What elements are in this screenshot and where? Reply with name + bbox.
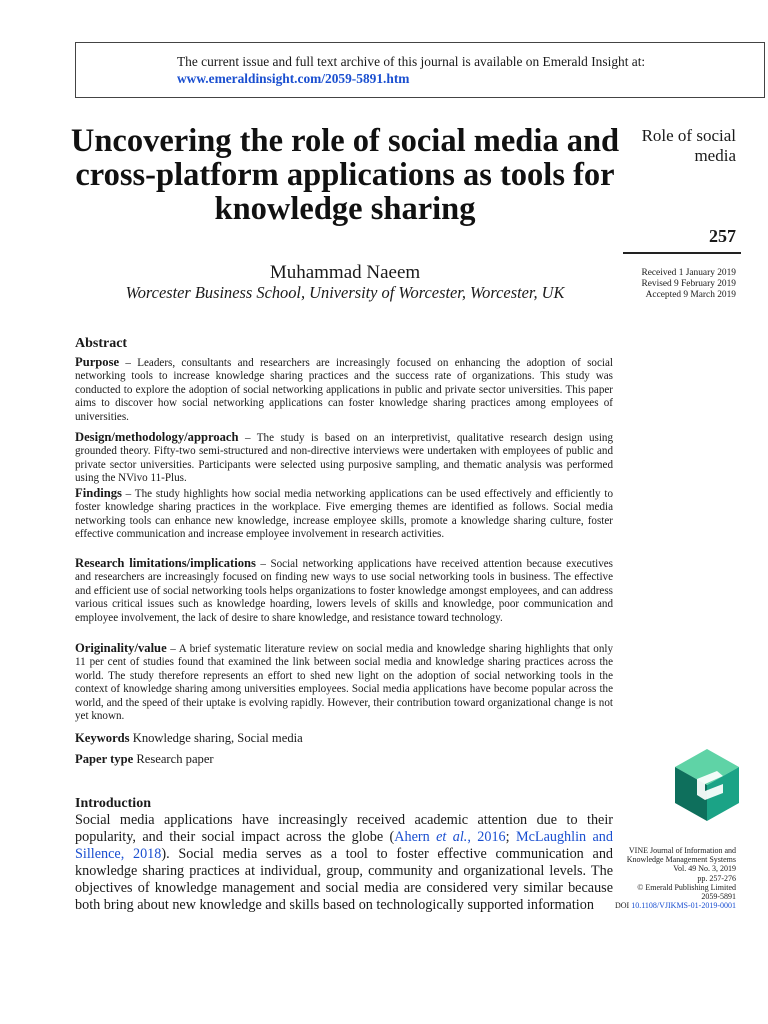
abstract-findings [75, 487, 613, 542]
emerald-logo-icon [675, 749, 739, 821]
citation-ahern-year: , 2016 [467, 828, 506, 845]
doi-label: DOI [614, 901, 632, 911]
journal-volume: Vol. 49 No. 3, 2019 [673, 864, 736, 874]
abstract-purpose [75, 356, 613, 424]
abstract-design [75, 431, 613, 486]
margin-divider [623, 252, 741, 254]
limitations-text: – Social networking applications have received attention because executives and researchers are increasingly focused on finding new ways to use social networking tools in business. The effective and efficient use of social networking tools helps organizations to foster knowledge amongst employees, and can address various critical issues such as knowledge hoarding, lowers levels of skills and knowledge, poor communication and employee involvement, the lack of desire to share knowledge, and resistance toward technology. [75, 558, 613, 624]
intro-text-2: ). Social media serves as a tool to foster effective communication and knowledge sharing practices at individual, group, community and organizational levels. The objectives of knowledge management and social media are considered very similar because both bring about new knowledge and skills based on technologically supported information [75, 845, 614, 913]
archive-notice-text: The current issue and full text archive of this journal is available on Emerald Insight at: [177, 54, 646, 69]
author-name: Muhammad Naeem [269, 262, 421, 283]
citation-ahern[interactable] [394, 829, 505, 845]
design-label: Design/methodology/approach [75, 430, 239, 444]
citation-mclaughlin[interactable]: McLaughlin and Sillence, 2018 [75, 828, 613, 862]
keywords-line [75, 731, 303, 746]
abstract-originality [75, 642, 613, 723]
archive-url-link[interactable]: www.emeraldinsight.com/2059-5891.htm [177, 71, 410, 86]
journal-pages: pp. 257-276 [697, 873, 736, 883]
journal-issn: 2059-5891 [701, 892, 736, 902]
paper-type-text: Research paper [136, 752, 214, 766]
received-dates [596, 268, 736, 302]
journal-doi-line [596, 901, 736, 910]
abstract-heading: Abstract [75, 336, 128, 351]
journal-copyright: © Emerald Publishing Limited [637, 882, 736, 892]
findings-text: – The study highlights how social media networking applications can be used effectively and efficiently to foster knowledge sharing practices in the workplace. Five emerging themes are identified as follows. Social media networking tools can enhance new knowledge, increase employee skills, promote a knowledge sharing culture, foster effective communication and increase employee involvement in research activities. [75, 488, 613, 541]
running-head: Role of social media [641, 126, 736, 165]
archive-notice-box [75, 42, 765, 98]
intro-text-1: Social media applications have increasingly received academic attention due to their popularity, and their social impact across the globe ( [75, 812, 613, 845]
originality-label: Originality/value [75, 641, 167, 655]
originality-text: – A brief systematic literature review on social media and knowledge sharing highlights that only 11 per cent of studies found that examined the link between social media and knowledge sharing practices across the world. The study therefore represents an effort to shed new light on the adoption of social networking tools in the context of knowledge sharing among universities employees. Social media applications have become popular across the world, and the speed of their uptake is evolving rapidly. However, their contribution toward organizational change is not yet known. [75, 643, 613, 723]
purpose-text: – Leaders, consultants and researchers are increasingly focused on enhancing the adoption of social networking tools to increase knowledge sharing practices and the success rate of organizations. This study was conducted to explore the adoption of social networking applications in public and private sector universities. This paper aims to discover how social networking applications can foster knowledge sharing practices among employees of universities. [75, 357, 613, 423]
paper-type-label: Paper type [75, 752, 134, 766]
introduction-heading: Introduction [75, 796, 151, 811]
received-date: Received 1 January 2019 [641, 268, 736, 278]
citation-ahern-etal: et al. [436, 828, 468, 845]
keywords-label: Keywords [75, 731, 130, 745]
keywords-text: Knowledge sharing, Social media [132, 731, 303, 745]
citation-ahern-name: Ahern [394, 828, 437, 845]
findings-label: Findings [75, 486, 122, 500]
page-number: 257 [709, 226, 736, 246]
introduction-body [75, 812, 613, 913]
journal-name: VINE Journal of Information and Knowledge Management Systems [626, 846, 736, 865]
citation-separator: ; [505, 828, 516, 845]
journal-info [596, 846, 736, 910]
design-text: – The study is based on an interpretivist, qualitative research design using grounded theory. Fifty-two semi-structured and non-directive interviews were undertaken with employees of public and private sector universities. Participants were selected using purposive sampling, and thematic analysis was performed using the NVivo 11-Plus. [75, 432, 613, 485]
article-title: Uncovering the role of social media and cross-platform applications as tools for knowledge sharing [70, 123, 620, 227]
paper-type-line [75, 752, 214, 767]
limitations-label: Research limitations/implications [75, 556, 256, 570]
purpose-label: Purpose [75, 355, 120, 369]
abstract-limitations [75, 557, 613, 625]
revised-date: Revised 9 February 2019 [641, 279, 736, 290]
author-affiliation: Worcester Business School, University of Worcester, Worcester, UK [125, 283, 565, 302]
doi-link[interactable]: 10.1108/VJIKMS-01-2019-0001 [631, 901, 736, 911]
accepted-date: Accepted 9 March 2019 [645, 290, 736, 301]
